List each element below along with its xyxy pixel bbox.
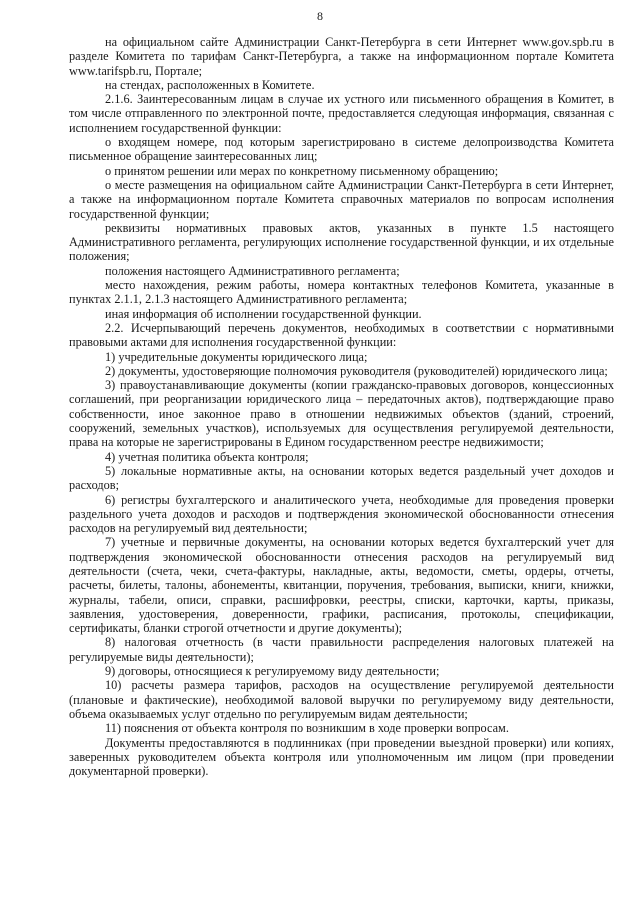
page-number: 8 — [317, 9, 323, 23]
paragraph: о принятом решении или мерах по конкретному письменному обращению; — [105, 163, 499, 178]
list-item: 8) налоговая отчетность (в части правильности распределения налоговых платежей на регулируемые виды деятельности); — [69, 635, 614, 664]
paragraph: о входящем номере, под которым зарегистрировано в системе делопроизводства Комитета письменное обращение заинтересованных лиц; — [69, 135, 614, 164]
list-item: 4) учетная политика объекта контроля; — [105, 449, 309, 464]
document-body — [69, 35, 614, 778]
list-item: 11) пояснения от объекта контроля по возникшим в ходе проверки вопросам. — [105, 721, 509, 736]
paragraph: иная информация об исполнении государственной функции. — [105, 306, 422, 321]
list-item: 7) учетные и первичные документы, на основании которых ведется бухгалтерский учет для подтверждения экономической обоснованности отнесения расходов на регулируемый вид деятельности (счета, чеки, счета-фактуры, накладные, акты, ведомости, сметы, ордеры, отчеты, расчеты, билеты, талоны, абонементы, квитанции, поручения, требования, выписки, книги, книжки, журналы, табели, описи, справки, расшифровки, реестры, списки, карточки, карты, приказы, заявления, удостоверения, доверенности, графики, расписания, протоколы, спецификации, сертификаты, бланки строгой отчетности и другие документы); — [69, 535, 614, 636]
list-item: 3) правоустанавливающие документы (копии гражданско-правовых договоров, концессионных соглашений, при реорганизации юридического лица – передаточных актов), подтверждающие право собственности, иное законное право в отношении недвижимых объектов (зданий, строений, сооружений, земельных участков), используемых для осуществления регулируемой деятельности, права на которые не зарегистрированы в Едином государственном реестре недвижимости; — [69, 378, 614, 450]
paragraph: 2.1.6. Заинтересованным лицам в случае их устного или письменного обращения в Комитет, в том числе отправленного по электронной почте, предоставляется следующая информация, связанная с исполнением государственной функции: — [69, 92, 614, 135]
list-item: 1) учредительные документы юридического лица; — [105, 349, 368, 364]
list-item: 2) документы, удостоверяющие полномочия руководителя (руководителей) юридического лица; — [105, 363, 608, 378]
list-item: 10) расчеты размера тарифов, расходов на осуществление регулируемой деятельности (плановые и фактические), необходимой валовой выручки по регулируемому виду деятельности, объема оказываемых услуг отдельно по регулируемым видам деятельности; — [69, 678, 614, 721]
paragraph: Документы предоставляются в подлинниках (при проведении выездной проверки) или копиях, заверенных руководителем объекта контроля или уполномоченным им лицом (при проведении документарной проверки). — [69, 735, 614, 779]
paragraph: место нахождения, режим работы, номера контактных телефонов Комитета, указанные в пунктах 2.1.1, 2.1.3 настоящего Административного регламента; — [69, 278, 614, 307]
paragraph: положения настоящего Административного регламента; — [105, 263, 400, 278]
paragraph: о месте размещения на официальном сайте Администрации Санкт-Петербурга в сети Интернет, а также на информационном портале Комитета справочных материалов по вопросам исполнения государственной функции; — [69, 177, 614, 221]
paragraph: 2.2. Исчерпывающий перечень документов, необходимых в соответствии с нормативными правовыми актами для исполнения государственной функции: — [69, 320, 614, 350]
paragraph: на стендах, расположенных в Комитете. — [105, 77, 315, 92]
list-item: 5) локальные нормативные акты, на основании которых ведется раздельный учет доходов и расходов; — [69, 463, 614, 493]
paragraph: реквизиты нормативных правовых актов, указанных в пункте 1.5 настоящего Административного регламента, регулирующих исполнение государственной функции, и их отдельные положения; — [69, 220, 614, 264]
list-item: 9) договоры, относящиеся к регулируемому виду деятельности; — [105, 664, 440, 679]
list-item: 6) регистры бухгалтерского и аналитического учета, необходимые для проведения проверки раздельного учета доходов и расходов и подтверждения экономической обоснованности отнесения расходов на регулируемый вид деятельности; — [69, 492, 614, 536]
paragraph: на официальном сайте Администрации Санкт-Петербурга в сети Интернет www.gov.spb.ru в разделе Комитета по тарифам Санкт-Петербурга, а также на информационном портале Комитета www.tarifspb.ru, Портале; — [69, 35, 614, 78]
